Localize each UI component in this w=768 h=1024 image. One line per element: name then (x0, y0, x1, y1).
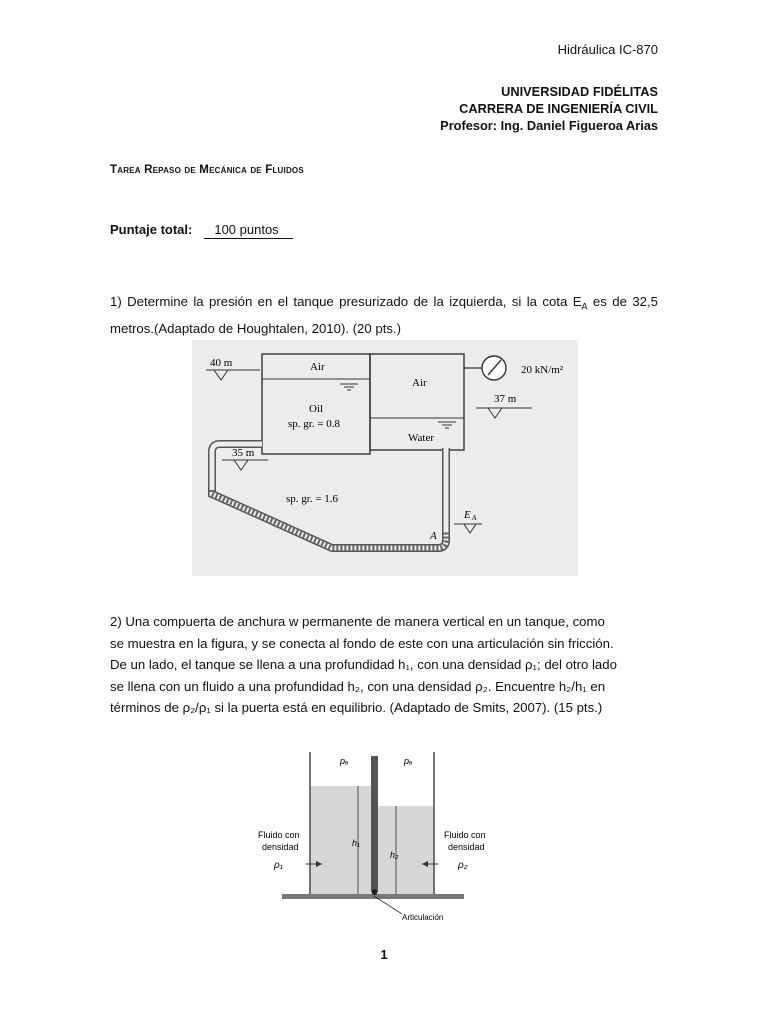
q1-text-a: 1) Determine la presión en el tanque presurizado de la izquierda, si la cota E (110, 294, 582, 309)
label-oil-gr: sp. gr. = 0.8 (288, 418, 341, 430)
q1-text-b: es de 32,5 metros.(Adaptado de Houghtalen, 2010). (20 pts.) (110, 294, 658, 337)
score-label: Puntaje total: (110, 222, 193, 237)
q1-subscript: A (581, 301, 588, 312)
professor-name: Profesor: Ing. Daniel Figueroa Arias (440, 118, 658, 133)
label-rho1: ρ₁ (274, 860, 283, 871)
label-fluid-left-2: densidad (262, 842, 299, 852)
question-1-text (110, 291, 658, 340)
question-2-text (110, 611, 658, 719)
hinge-icon (372, 889, 378, 895)
label-ea: E (464, 509, 471, 521)
tank-diagram-svg (192, 340, 578, 576)
university-name: UNIVERSIDAD FIDÉLITAS (501, 84, 658, 99)
course-code: Hidráulica IC-870 (557, 42, 658, 57)
label-air-right: Air (412, 377, 427, 389)
label-h1: h₁ (352, 838, 360, 848)
label-35m: 35 m (232, 447, 255, 459)
header-block (440, 83, 658, 134)
label-rho2: ρ₂ (458, 860, 468, 871)
fluid-right (378, 806, 433, 894)
q2-line-2: se muestra en la figura, y se conecta al fondo de este con una articulación sin fricción. (110, 635, 614, 651)
label-40m: 40 m (210, 357, 233, 369)
label-manometer-gr: sp. gr. = 1.6 (286, 493, 339, 505)
gate-diagram-svg (222, 748, 524, 926)
program-name: CARRERA DE INGENIERÍA CIVIL (459, 101, 658, 116)
tank-bottom (282, 894, 464, 899)
label-pressure: 20 kN/m² (521, 364, 564, 376)
total-score (110, 222, 293, 239)
figure-1-tank-diagram (192, 340, 578, 576)
gate (371, 756, 378, 892)
q2-line-4: se llena con un fluido a una profundidad h₂, con una densidad ρ₂. Encuentre h₂/h₁ en (110, 678, 606, 694)
label-point-a: A (430, 530, 437, 542)
label-fluid-left-1: Fluido con (258, 830, 300, 840)
label-fluid-right-1: Fluido con (444, 830, 486, 840)
label-37m: 37 m (494, 393, 517, 405)
label-h2: h₂ (390, 850, 399, 860)
page-number: 1 (380, 947, 388, 962)
score-value: 100 puntos (204, 222, 292, 239)
label-air-left: Air (310, 361, 325, 373)
label-pa-right: pₐ (404, 756, 413, 766)
q2-line-5: términos de ρ₂/ρ₁ si la puerta está en equilibrio. (Adaptado de Smits, 2007). (15 pts.) (110, 700, 603, 715)
label-oil: Oil (309, 403, 324, 415)
label-water: Water (408, 432, 434, 444)
q2-line-1: 2) Una compuerta de anchura w permanente de manera vertical en un tanque, como (110, 614, 605, 629)
label-fluid-right-2: densidad (448, 842, 485, 852)
label-pa-left: pₐ (340, 756, 349, 766)
label-hinge: Articulación (402, 913, 444, 922)
assignment-title: Tarea Repaso de Mecánica de Fluidos (110, 164, 304, 176)
figure-2-gate-diagram (222, 748, 524, 926)
q2-line-3: De un lado, el tanque se llena a una profundidad h₁, con una densidad ρ₁; del otro lado (110, 657, 617, 672)
label-ea-sub: A (472, 514, 477, 522)
fluid-left (311, 786, 371, 894)
